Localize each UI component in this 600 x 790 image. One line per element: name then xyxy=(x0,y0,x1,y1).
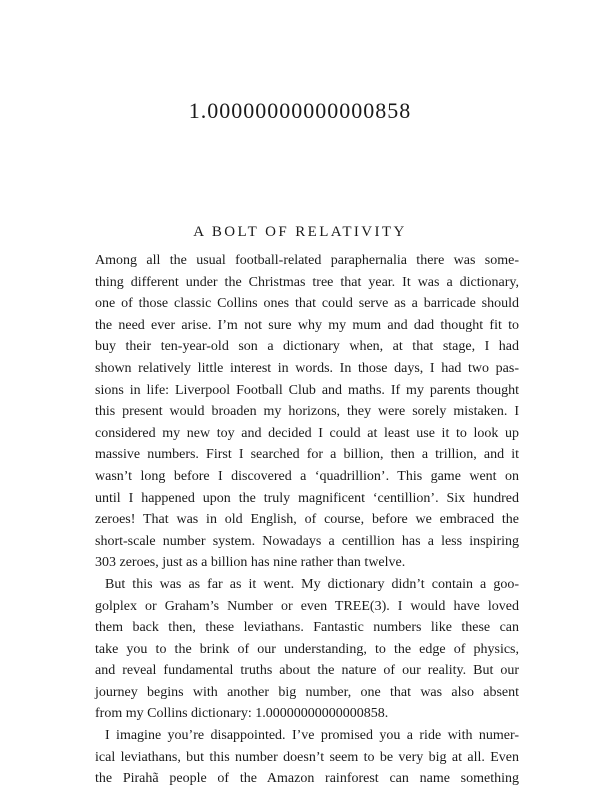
text-line: take you to the brink of our understanding, to the edge of physics, xyxy=(95,641,519,657)
text-line: ical leviathans, but this number doesn’t seem to be very big at all. Even xyxy=(95,749,519,765)
text-line: wasn’t long before I discovered a ‘quadrillion’. This game went on xyxy=(95,468,519,484)
text-line: I imagine you’re disappointed. I’ve promised you a ride with numer- xyxy=(105,728,519,744)
text-line: zeroes! That was in old English, of course, before we embraced the xyxy=(95,512,519,528)
text-line: But this was as far as it went. My dictionary didn’t contain a goo- xyxy=(105,576,519,592)
chapter-number: 1.00000000000000858 xyxy=(188,98,412,123)
text-line: until I happened upon the truly magnificent ‘centillion’. Six hundred xyxy=(95,490,519,506)
text-line: from my Collins dictionary: 1.00000000000000858. xyxy=(95,706,389,722)
text-line: them back then, these leviathans. Fantastic numbers like these can xyxy=(95,620,519,636)
text-line: sions in life: Liverpool Football Club and maths. If my parents thought xyxy=(95,382,519,398)
text-line: considered my new toy and decided I could at least use it to look up xyxy=(95,425,519,441)
text-line: one of those classic Collins ones that could serve as a barricade should xyxy=(95,296,519,312)
text-line: shown relatively little interest in words. In those days, I had two pas- xyxy=(95,360,519,376)
text-line: the need ever arise. I’m not sure why my mum and dad thought fit to xyxy=(95,317,519,333)
text-line: journey begins with another big number, one that was also absent xyxy=(95,684,519,700)
body-text xyxy=(95,250,519,790)
text-line: Among all the usual football-related paraphernalia there was some- xyxy=(95,253,519,268)
text-line: massive numbers. First I searched for a billion, then a trillion, and it xyxy=(95,447,519,463)
text-line: 303 zeroes, just as a billion has nine rather than twelve. xyxy=(95,555,406,571)
text-line: short-scale number system. Nowadays a centillion has a less inspiring xyxy=(95,533,519,549)
text-line: and reveal fundamental truths about the nature of our reality. But our xyxy=(95,663,519,679)
text-line: this present would broaden my horizons, they were sorely mistaken. I xyxy=(95,404,519,420)
chapter-title: A BOLT OF RELATIVITY xyxy=(193,224,407,240)
text-line: buy their ten-year-old son a dictionary when, at that stage, I had xyxy=(95,339,519,355)
text-line: thing different under the Christmas tree that year. It was a dictionary, xyxy=(95,274,519,290)
text-line: the Pirahã people of the Amazon rainforest can name something xyxy=(95,771,519,787)
text-line: golplex or Graham’s Number or even TREE(3). I would have loved xyxy=(95,598,519,614)
